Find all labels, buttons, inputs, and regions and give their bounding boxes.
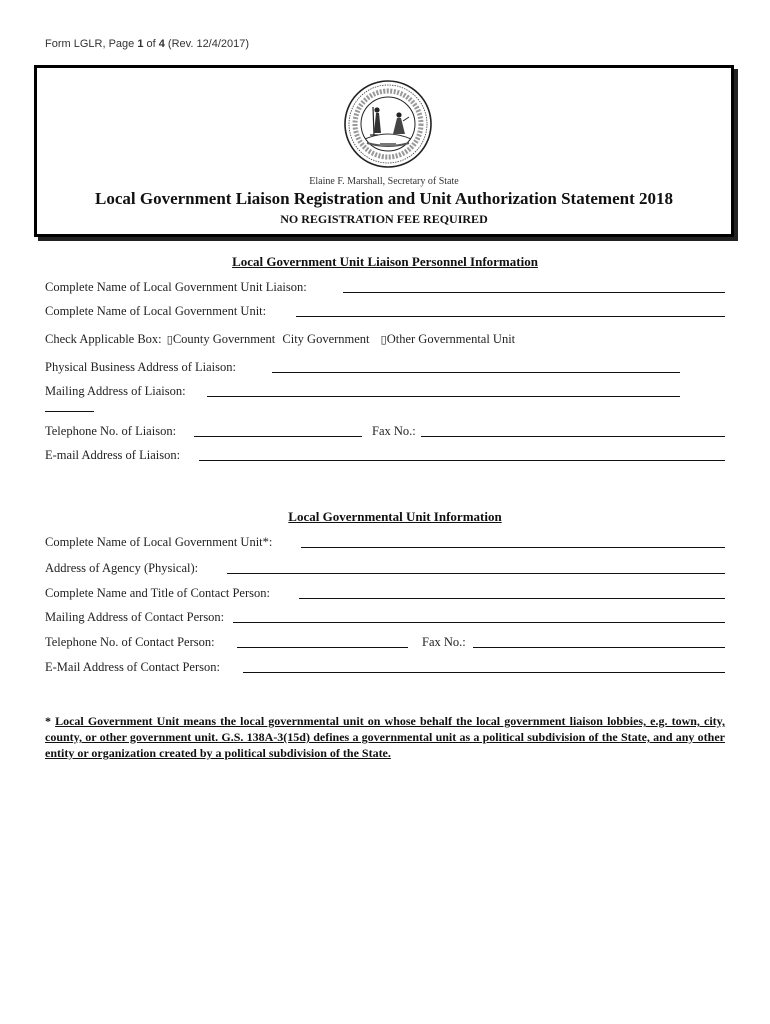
unit-type-label: Check Applicable Box: — [45, 332, 162, 346]
contact-mailing-field[interactable] — [233, 622, 725, 623]
county-option-label: County Government — [172, 332, 276, 346]
liaison-email-label: E-mail Address of Liaison: — [45, 448, 181, 462]
page-number: 1 — [137, 38, 144, 50]
physical-address-field[interactable] — [272, 372, 680, 373]
physical-address-label: Physical Business Address of Liaison: — [45, 360, 236, 374]
footnote-text: Local Government Unit means the local governmental unit on whose behalf the local government liaison lobbies, e.g. town, city, county, or other government unit. G.S. 138A-3(15d) defines a governmental unit as a political subdivision of the State, and any other entity or organization created by a political subdivision of the State. — [45, 714, 726, 760]
unit-section-heading: Local Governmental Unit Information — [288, 509, 502, 524]
contact-person-label: Complete Name and Title of Contact Person: — [45, 586, 270, 600]
mailing-address-field[interactable] — [207, 396, 680, 397]
contact-fax-field[interactable] — [473, 647, 725, 648]
contact-phone-field[interactable] — [237, 647, 408, 648]
other-checkbox[interactable]: ▯ — [380, 334, 387, 346]
liaison-phone-label: Telephone No. of Liaison: — [45, 424, 177, 438]
contact-email-field[interactable] — [243, 672, 725, 673]
fee-notice: NO REGISTRATION FEE REQUIRED — [280, 212, 488, 226]
liaison-email-field[interactable] — [199, 460, 725, 461]
gov-unit-name-field[interactable] — [301, 547, 725, 548]
city-option-label: City Government — [282, 332, 370, 346]
form-page-header — [45, 38, 249, 50]
liaison-fax-label: Fax No.: — [372, 424, 416, 438]
gov-unit-name-label: Complete Name of Local Government Unit*: — [45, 535, 273, 549]
unit-name-field[interactable] — [296, 316, 725, 317]
page-total: 4 — [158, 38, 165, 50]
other-option-label: Other Governmental Unit — [386, 332, 516, 346]
liaison-phone-field[interactable] — [194, 436, 362, 437]
form-id: Form LGLR, Page — [45, 38, 138, 50]
unit-type-row — [45, 332, 515, 347]
footnote-star: * — [45, 714, 56, 728]
form-title: Local Government Liaison Registration and Unit Authorization Statement 2018 — [95, 189, 673, 208]
revision-date: (Rev. 12/4/2017) — [164, 38, 250, 50]
page-of: of — [143, 38, 159, 50]
unit-name-label: Complete Name of Local Government Unit: — [45, 304, 267, 318]
liaison-name-label: Complete Name of Local Government Unit Liaison: — [45, 280, 307, 294]
agency-address-label: Address of Agency (Physical): — [45, 561, 199, 575]
liaison-section-heading: Local Government Unit Liaison Personnel Information — [232, 254, 538, 269]
liaison-name-field[interactable] — [343, 292, 725, 293]
liaison-fax-field[interactable] — [421, 436, 725, 437]
secretary-of-state: Elaine F. Marshall, Secretary of State — [309, 176, 459, 187]
contact-person-field[interactable] — [299, 598, 725, 599]
contact-phone-label: Telephone No. of Contact Person: — [45, 635, 215, 649]
agency-address-field[interactable] — [227, 573, 725, 574]
contact-mailing-label: Mailing Address of Contact Person: — [45, 610, 225, 624]
county-checkbox[interactable]: ▯ — [166, 334, 173, 346]
mailing-address-continuation[interactable] — [45, 411, 94, 412]
footnote-definition — [45, 713, 725, 761]
state-seal-icon — [343, 77, 433, 173]
title-box — [34, 65, 734, 237]
mailing-address-label: Mailing Address of Liaison: — [45, 384, 186, 398]
contact-email-label: E-Mail Address of Contact Person: — [45, 660, 220, 674]
contact-fax-label: Fax No.: — [422, 635, 466, 649]
